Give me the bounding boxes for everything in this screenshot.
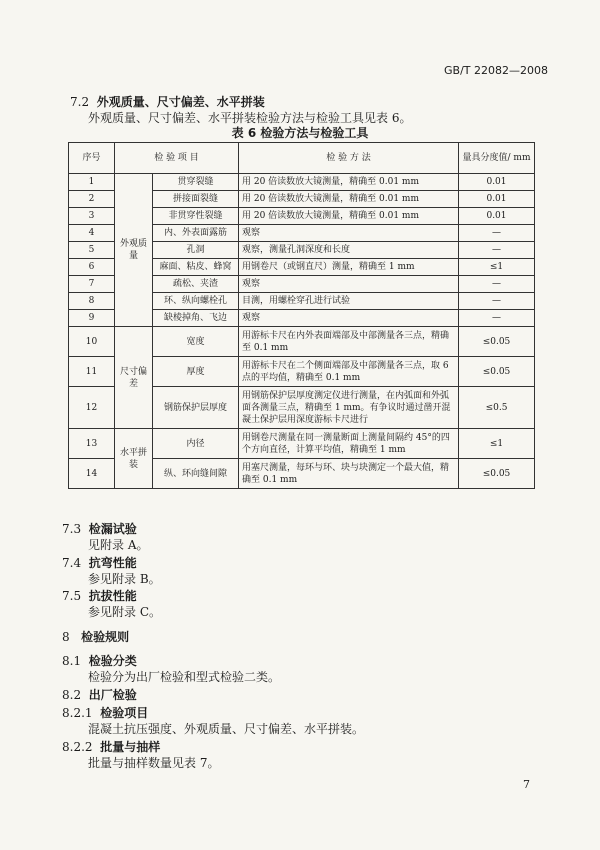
group-dimension: 尺寸偏差	[115, 327, 153, 429]
table-row	[69, 327, 535, 357]
row-item: 非贯穿性裂缝	[153, 208, 239, 225]
section-8-1-body: 检验分为出厂检验和型式检验二类。	[88, 670, 281, 684]
row-method: 观察	[239, 310, 459, 327]
section-8-2-heading	[62, 686, 137, 703]
section-title: 外观质量、尺寸偏差、水平拼装	[96, 95, 265, 109]
row-method: 用 20 倍读数放大镜测量，精确至 0.01 mm	[239, 191, 459, 208]
section-number: 8.1	[62, 654, 82, 668]
row-item: 宽度	[153, 327, 239, 357]
row-no: 11	[69, 357, 115, 387]
row-no: 2	[69, 191, 115, 208]
row-precision: —	[459, 293, 535, 310]
row-precision: ≤0.05	[459, 327, 535, 357]
table-header-row	[69, 143, 535, 174]
row-method: 观察	[239, 276, 459, 293]
section-8-heading	[62, 628, 129, 645]
section-title: 批量与抽样	[100, 740, 161, 754]
section-7-5-heading	[62, 587, 137, 604]
section-title: 检验项目	[100, 706, 149, 720]
row-precision: 0.01	[459, 208, 535, 225]
section-7-3-heading	[62, 520, 137, 537]
row-precision: ≤0.05	[459, 357, 535, 387]
section-title: 抗弯性能	[88, 556, 137, 570]
row-method: 用钢筋保护层厚度测定仪进行测量，在内弧面和外弧面各测量三点，精确至 1 mm。有争议时通过凿开混凝土保护层用深度游标卡尺进行	[239, 387, 459, 429]
row-precision: ≤1	[459, 429, 535, 459]
row-method: 用 20 倍读数放大镜测量，精确至 0.01 mm	[239, 208, 459, 225]
table-row	[69, 174, 535, 191]
section-7-4-heading	[62, 554, 137, 571]
row-no: 3	[69, 208, 115, 225]
section-title: 抗拔性能	[88, 589, 137, 603]
section-number: 7.4	[62, 556, 82, 570]
row-no: 6	[69, 259, 115, 276]
section-number: 8	[62, 630, 70, 644]
header-precision: 量具分度值/ mm	[459, 143, 535, 174]
row-method: 用塞尺测量，每环与环、块与块测定一个最大值，精确至 0.1 mm	[239, 459, 459, 489]
inspection-table	[68, 142, 535, 489]
row-no: 13	[69, 429, 115, 459]
section-number: 7.5	[62, 589, 82, 603]
section-7-5-body: 参见附录 C。	[88, 605, 161, 619]
section-7-3-body: 见附录 A。	[88, 538, 149, 552]
row-method: 用钢卷尺测量在同一测量断面上测量间隔约 45°的四个方向直径，计算平均值，精确至 1 mm	[239, 429, 459, 459]
table-caption: 表 6 检验方法与检验工具	[231, 126, 369, 140]
section-number: 7.3	[62, 522, 82, 536]
row-item: 孔洞	[153, 242, 239, 259]
row-item: 麻面、粘皮、蜂窝	[153, 259, 239, 276]
row-no: 10	[69, 327, 115, 357]
row-method: 用游标卡尺在二个侧面端部及中部测量各三点，取 6 点的平均值，精确至 0.1 mm	[239, 357, 459, 387]
row-item: 拼接面裂缝	[153, 191, 239, 208]
row-method: 用游标卡尺在内外表面端部及中部测量各三点，精确至 0.1 mm	[239, 327, 459, 357]
row-item: 纵、环向缝间隙	[153, 459, 239, 489]
row-precision: —	[459, 242, 535, 259]
row-item: 环、纵向螺栓孔	[153, 293, 239, 310]
row-precision: —	[459, 276, 535, 293]
standard-number: GB/T 22082—2008	[444, 64, 548, 77]
section-8-2-1-body: 混凝土抗压强度、外观质量、尺寸偏差、水平拼装。	[88, 722, 365, 736]
row-item: 缺棱掉角、飞边	[153, 310, 239, 327]
row-precision: ≤1	[459, 259, 535, 276]
row-item: 疏松、夹渣	[153, 276, 239, 293]
section-title: 出厂检验	[88, 688, 137, 702]
row-item: 厚度	[153, 357, 239, 387]
group-assembly: 水平拼装	[115, 429, 153, 489]
section-number: 8.2	[62, 688, 82, 702]
row-item: 内、外表面露筋	[153, 225, 239, 242]
section-7-4-body: 参见附录 B。	[88, 572, 161, 586]
section-title: 检漏试验	[88, 522, 137, 536]
header-item: 检 验 项 目	[115, 143, 239, 174]
row-method: 用 20 倍读数放大镜测量，精确至 0.01 mm	[239, 174, 459, 191]
group-appearance: 外观质量	[115, 174, 153, 327]
row-precision: 0.01	[459, 174, 535, 191]
row-precision: —	[459, 225, 535, 242]
row-no: 1	[69, 174, 115, 191]
section-7-2-heading	[70, 93, 265, 110]
row-method: 目测，用螺栓穿孔进行试验	[239, 293, 459, 310]
header-method: 检 验 方 法	[239, 143, 459, 174]
section-number: 8.2.2	[62, 740, 93, 754]
row-precision: 0.01	[459, 191, 535, 208]
row-no: 14	[69, 459, 115, 489]
section-number: 7.2	[70, 95, 90, 109]
row-method: 观察	[239, 225, 459, 242]
row-item: 钢筋保护层厚度	[153, 387, 239, 429]
row-method: 用钢卷尺（或钢直尺）测量，精确至 1 mm	[239, 259, 459, 276]
section-number: 8.2.1	[62, 706, 93, 720]
header-no: 序号	[69, 143, 115, 174]
section-8-2-2-body: 批量与抽样数量见表 7。	[88, 756, 220, 770]
section-8-1-heading	[62, 652, 137, 669]
section-7-2-body: 外观质量、尺寸偏差、水平拼装检验方法与检验工具见表 6。	[88, 111, 412, 125]
row-no: 7	[69, 276, 115, 293]
row-method: 观察，测量孔洞深度和长度	[239, 242, 459, 259]
page-number: 7	[523, 778, 530, 791]
section-title: 检验分类	[88, 654, 137, 668]
row-precision: ≤0.5	[459, 387, 535, 429]
row-item: 内径	[153, 429, 239, 459]
table-row	[69, 429, 535, 459]
section-title: 检验规则	[81, 630, 130, 644]
row-no: 9	[69, 310, 115, 327]
row-no: 5	[69, 242, 115, 259]
row-item: 贯穿裂缝	[153, 174, 239, 191]
row-precision: ≤0.05	[459, 459, 535, 489]
row-no: 4	[69, 225, 115, 242]
row-precision: —	[459, 310, 535, 327]
row-no: 12	[69, 387, 115, 429]
section-8-2-2-heading	[62, 738, 160, 755]
row-no: 8	[69, 293, 115, 310]
section-8-2-1-heading	[62, 704, 148, 721]
